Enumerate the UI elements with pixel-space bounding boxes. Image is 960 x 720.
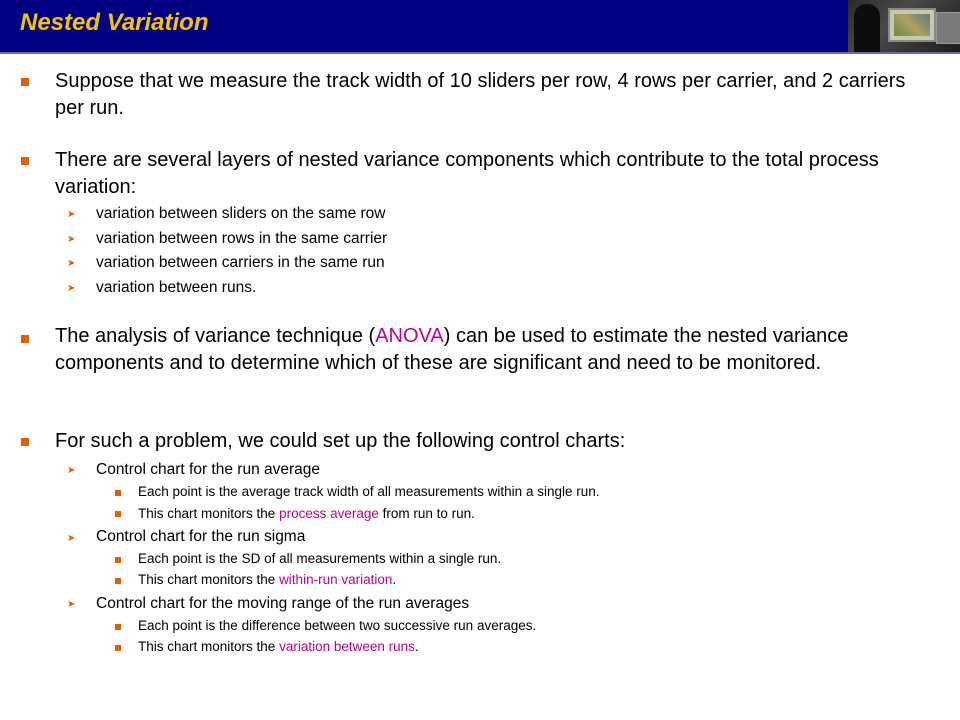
arrow-bullet-icon: ➤ [67, 234, 76, 245]
header-photo-image [848, 0, 960, 52]
bullet-4-text: For such a problem, we could set up the following control charts: [55, 430, 626, 452]
bullet-square-icon [21, 78, 29, 86]
chart-point-after: . [414, 639, 419, 654]
arrow-bullet-icon: ➤ [67, 533, 76, 544]
chart-point-before: This chart monitors the [138, 572, 280, 587]
photo-monitor [888, 8, 936, 42]
title-underline [0, 52, 960, 54]
slide-title: Nested Variation [20, 9, 209, 36]
bullet-square-icon [21, 335, 29, 343]
bullet-3-text-after: ) can be used to estimate the nested variance components and to determine which of these are significant and need to be monitored. [55, 325, 849, 374]
bullet-square-icon [21, 157, 29, 165]
chart-point [138, 506, 475, 522]
small-square-bullet-icon [115, 578, 121, 584]
chart-point [138, 572, 396, 588]
variance-component-item: variation between rows in the same carrier [96, 230, 388, 247]
arrow-bullet-icon: ➤ [67, 209, 76, 220]
chart-point-before: This chart monitors the [138, 506, 280, 521]
arrow-bullet-icon: ➤ [67, 283, 76, 294]
small-square-bullet-icon [115, 645, 121, 651]
variance-component-item: variation between sliders on the same row [96, 205, 386, 222]
photo-person-silhouette [854, 4, 880, 52]
anova-highlight: ANOVA [375, 325, 444, 347]
chart-point-highlight: variation between runs [279, 639, 415, 654]
arrow-bullet-icon: ➤ [67, 258, 76, 269]
chart-point-after: . [392, 572, 397, 587]
chart-point-before: This chart monitors the [138, 639, 280, 654]
chart-title: Control chart for the run average [96, 461, 321, 478]
chart-point [138, 639, 419, 655]
chart-point-after: from run to run. [378, 506, 475, 521]
chart-point: Each point is the SD of all measurements within a single run. [138, 551, 502, 566]
bullet-1-text: Suppose that we measure the track width of 10 sliders per row, 4 rows per carrier, and 2 carriers per run. [55, 70, 906, 119]
bullet-3-text [55, 323, 935, 377]
arrow-bullet-icon: ➤ [67, 465, 76, 476]
bullet-2-text: There are several layers of nested variance components which contribute to the total process variation: [55, 149, 879, 198]
chart-title: Control chart for the moving range of the run averages [96, 595, 470, 612]
variance-component-item: variation between carriers in the same run [96, 254, 385, 271]
small-square-bullet-icon [115, 511, 121, 517]
small-square-bullet-icon [115, 557, 121, 563]
photo-monitor-secondary [936, 12, 960, 44]
chart-title: Control chart for the run sigma [96, 528, 306, 545]
title-bar [0, 0, 960, 52]
chart-point: Each point is the average track width of all measurements within a single run. [138, 484, 600, 499]
small-square-bullet-icon [115, 624, 121, 630]
chart-point-highlight: process average [279, 506, 379, 521]
variance-component-item: variation between runs. [96, 279, 257, 296]
bullet-3-text-before: The analysis of variance technique ( [55, 325, 376, 347]
arrow-bullet-icon: ➤ [67, 599, 76, 610]
small-square-bullet-icon [115, 490, 121, 496]
chart-point: Each point is the difference between two successive run averages. [138, 618, 537, 633]
bullet-square-icon [21, 438, 29, 446]
chart-point-highlight: within-run variation [279, 572, 393, 587]
